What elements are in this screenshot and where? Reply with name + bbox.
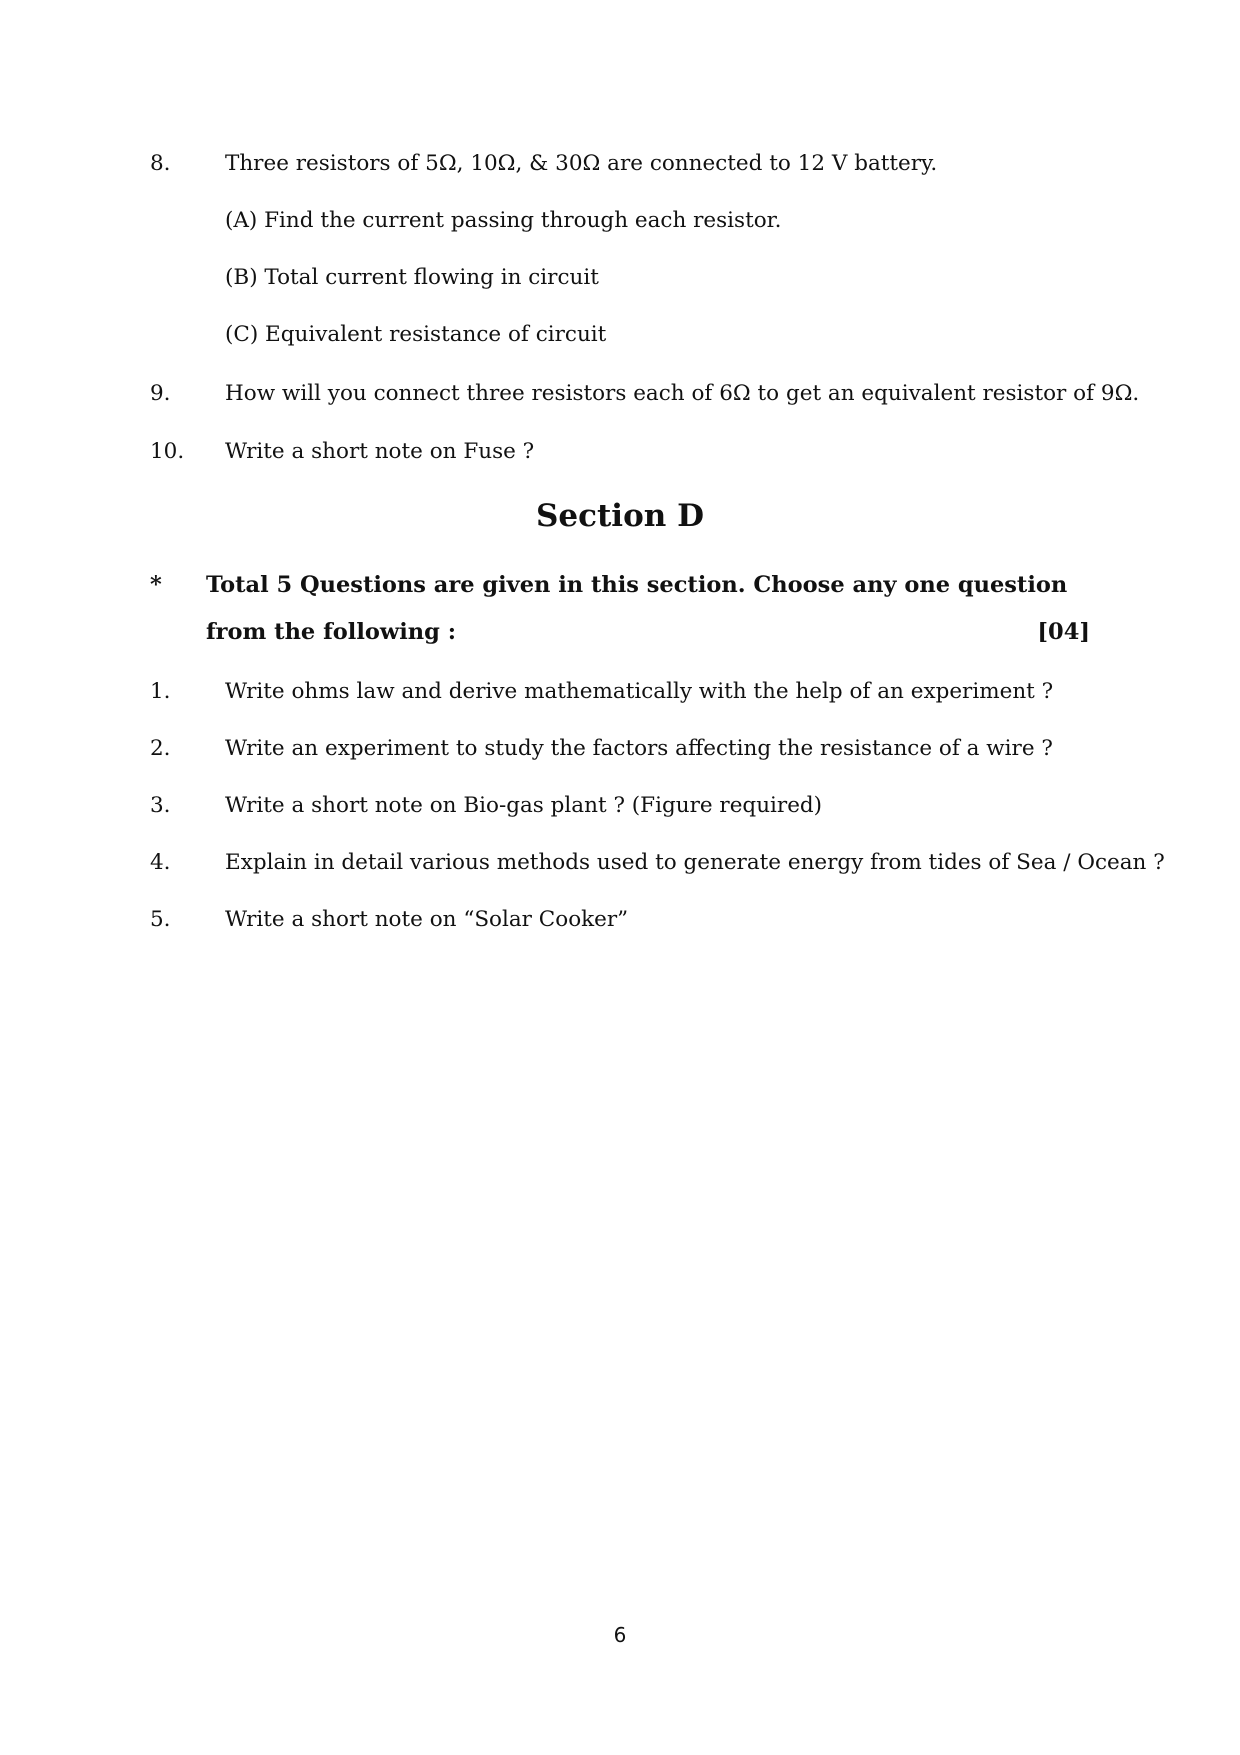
instruction-text: from the following :	[206, 619, 457, 645]
page-number: 6	[613, 1623, 627, 1647]
question-text: Write a short note on Fuse ?	[225, 439, 535, 464]
question-number: 10.	[150, 439, 185, 464]
marks-label: [04]	[1037, 619, 1090, 645]
question-text: Write ohms law and derive mathematically with the help of an experiment ?	[225, 679, 1054, 704]
question-text: Explain in detail various methods used to generate energy from tides of Sea / Ocean ?	[225, 850, 1165, 875]
instruction-bullet: *	[150, 572, 162, 598]
question-text: Write a short note on Bio-gas plant ? (Figure required)	[225, 793, 823, 818]
question-number: 3.	[150, 793, 171, 818]
question-text: Write a short note on “Solar Cooker”	[225, 907, 629, 932]
question-text: Three resistors of 5Ω, 10Ω, & 30Ω are connected to 12 V battery.	[225, 151, 938, 176]
instruction-text: Total 5 Questions are given in this section. Choose any one question	[206, 572, 1068, 598]
question-number: 1.	[150, 679, 171, 704]
question-number: 2.	[150, 736, 171, 761]
question-text: How will you connect three resistors each of 6Ω to get an equivalent resistor of 9Ω.	[225, 381, 1140, 406]
section-d-title: Section D	[536, 498, 704, 534]
question-number: 5.	[150, 907, 171, 932]
question-number: 4.	[150, 850, 171, 875]
question-part-text: (A) Find the current passing through each resistor.	[225, 208, 782, 233]
question-part-text: (B) Total current flowing in circuit	[225, 265, 599, 290]
question-number: 9.	[150, 381, 171, 406]
question-part-text: (C) Equivalent resistance of circuit	[225, 322, 607, 347]
question-number: 8.	[150, 151, 171, 176]
question-text: Write an experiment to study the factors affecting the resistance of a wire ?	[225, 736, 1053, 761]
